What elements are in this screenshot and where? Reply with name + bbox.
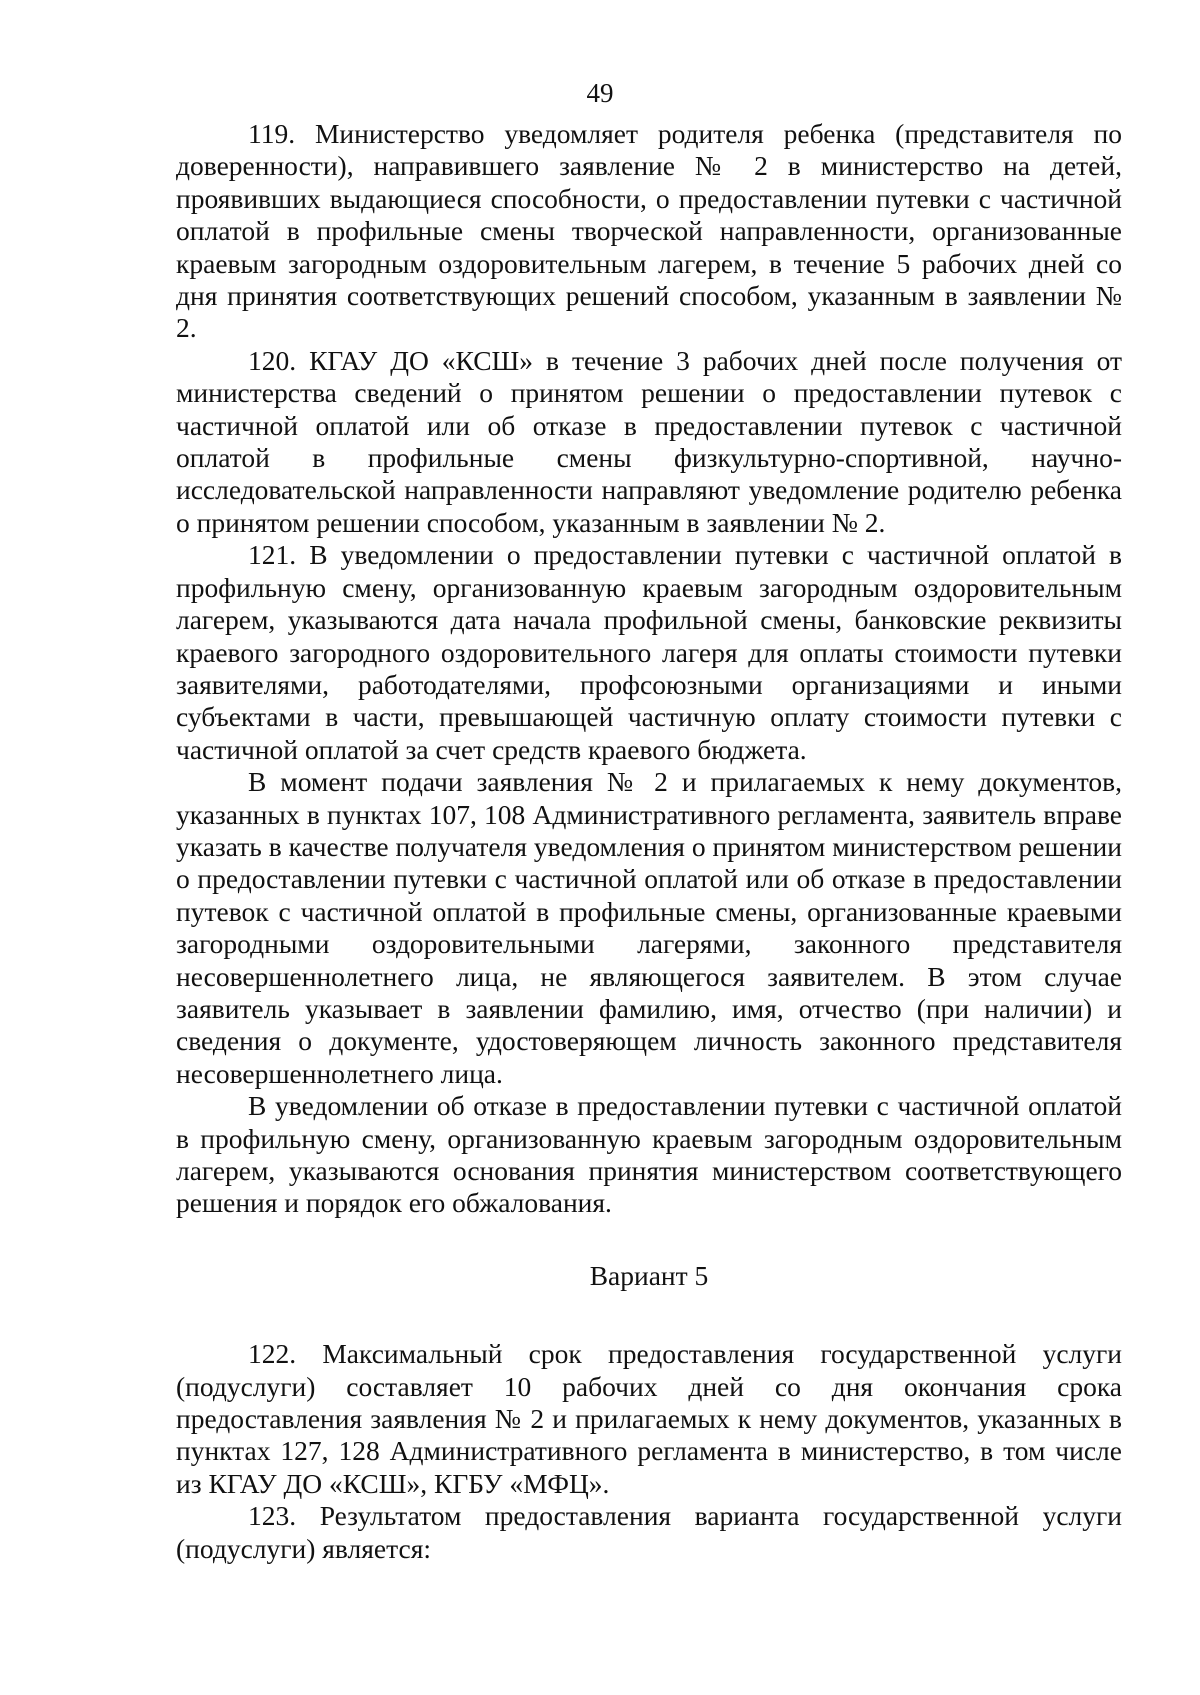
- paragraph-121: 121. В уведомлении о предоставлении путевки с частичной оплатой в профильную смену, организованную краевым загородным оздоровительным лагерем, указываются дата начала профильной смены, банковские реквизиты краевого загородного оздоровительного лагеря для оплаты стоимости путевки заявителями, работодателями, профсоюзными организациями и иными субъектами в части, превышающей частичную оплату стоимости путевки с частичной оплатой за счет средств краевого бюджета.: [176, 539, 1122, 765]
- section-heading: Вариант 5: [589, 1259, 709, 1291]
- page-number: 49: [586, 78, 614, 108]
- paragraph-120: 120. КГАУ ДО «КСШ» в течение 3 рабочих дней после получения от министерства сведений о принятом решении о предоставлении путевок с частичной оплатой или об отказе в предоставлении путевок с частичной оплатой в профильные смены физкультурно-спортивной, научно-исследовательской направленности направляют уведомление родителю ребенка о принятом решении способом, указанным в заявлении № 2.: [176, 344, 1122, 538]
- paragraph-122: 122. Максимальный срок предоставления государственной услуги (подуслуги) составляет 10 рабочих дней со дня окончания срока предоставления заявления № 2 и прилагаемых к нему документов, указанных в пунктах 127, 128 Административного регламента в министерство, в том числе из КГАУ ДО «КСШ», КГБУ «МФЦ».: [176, 1338, 1122, 1499]
- paragraph-121-refusal: В уведомлении об отказе в предоставлении путевки с частичной оплатой в профильную смену, организованную краевым загородным оздоровительным лагерем, указываются основания принятия министерством соответствующего решения и порядок его обжалования.: [176, 1090, 1122, 1219]
- paragraph-119: 119. Министерство уведомляет родителя ребенка (представителя по доверенности), направившего заявление № 2 в министерство на детей, проявивших выдающиеся способности, о предоставлении путевки с частичной оплатой в профильные смены творческой направленности, организованные краевым загородным оздоровительным лагерем, в течение 5 рабочих дней со дня принятия соответствующих решений способом, указанным в заявлении № 2.: [176, 118, 1122, 344]
- paragraph-123: 123. Результатом предоставления варианта государственной услуги (подуслуги) является:: [176, 1500, 1122, 1564]
- document-body: [176, 118, 1122, 1565]
- paragraph-121-recipient: В момент подачи заявления № 2 и прилагаемых к нему документов, указанных в пунктах 107, 108 Административного регламента, заявитель вправе указать в качестве получателя уведомления о принятом министерством решении о предоставлении путевки с частичной оплатой или об отказе в предоставлении путевок с частичной оплатой в профильные смены, организованные краевыми загородными оздоровительными лагерями, законного представителя несовершеннолетнего лица, не являющегося заявителем. В этом случае заявитель указывает в заявлении фамилию, имя, отчество (при наличии) и сведения о документе, удостоверяющем личность законного представителя несовершеннолетнего лица.: [176, 766, 1122, 1089]
